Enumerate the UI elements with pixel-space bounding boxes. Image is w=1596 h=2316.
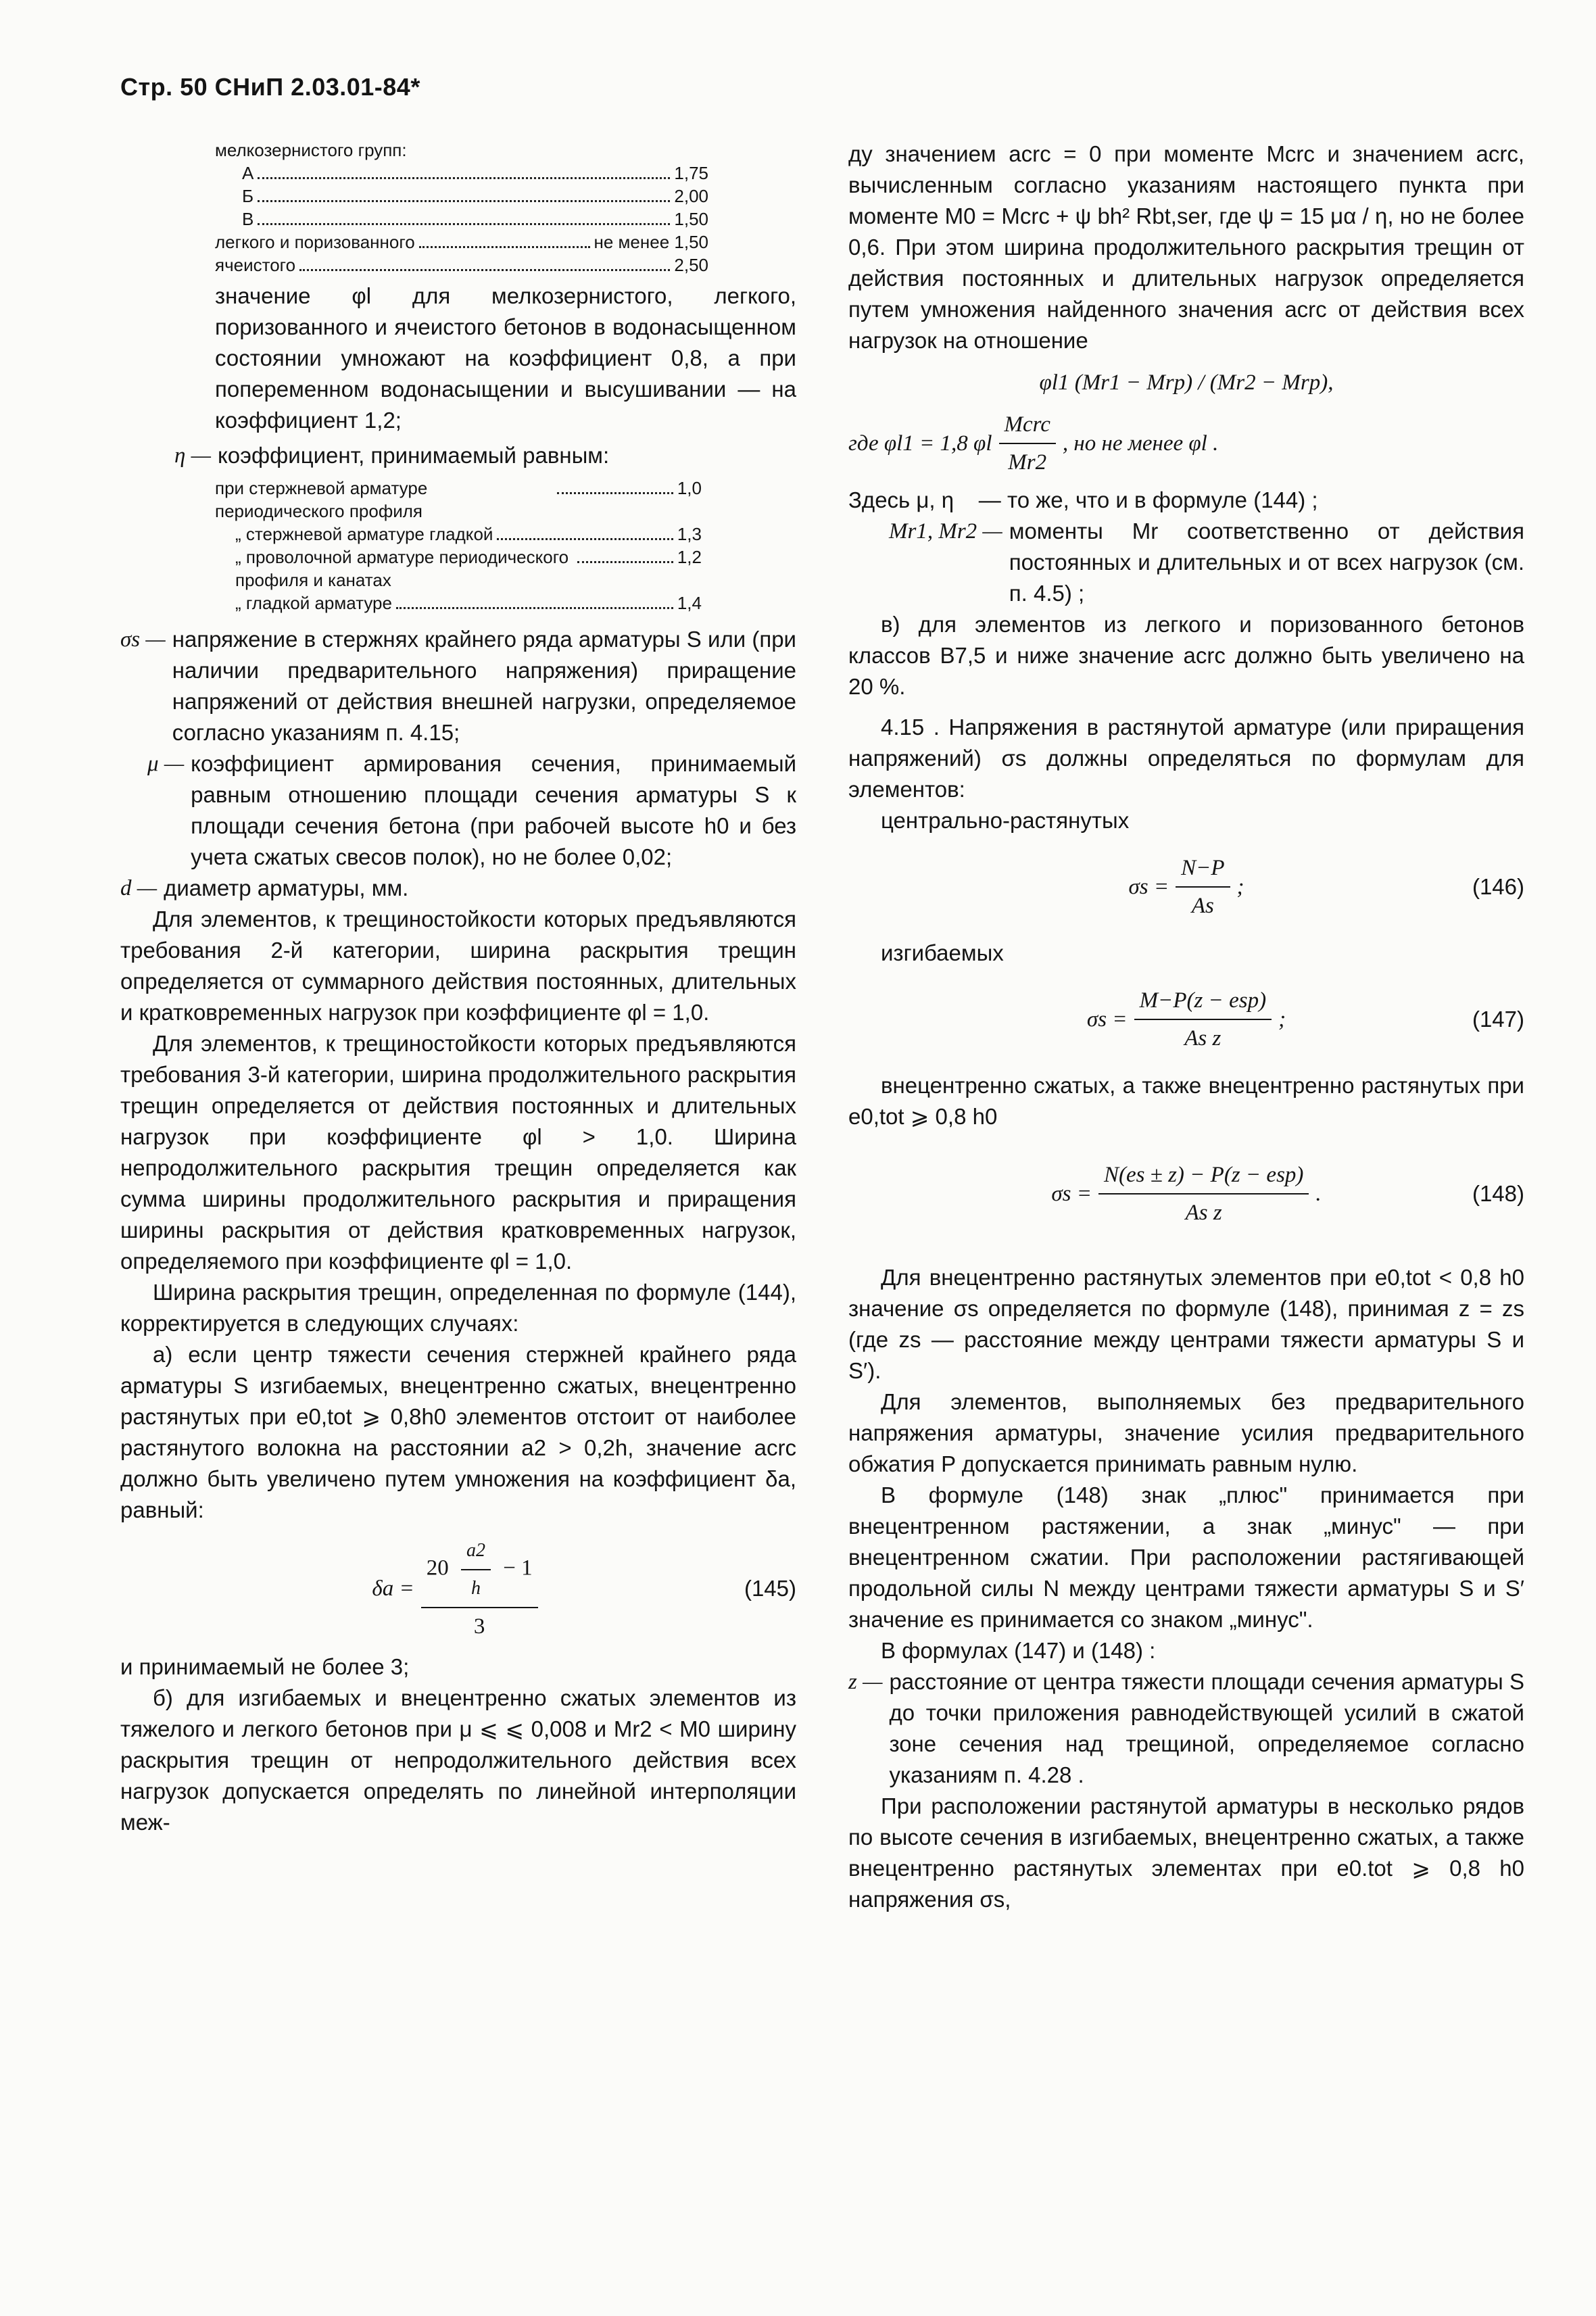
- subheading: центрально-растянутых: [881, 808, 1130, 833]
- eta-row: „ гладкой арматуре 1,4: [235, 593, 702, 613]
- coef-row: А 1,75: [242, 163, 708, 183]
- eta-definition: η — коэффициент, принимаемый равным:: [174, 443, 610, 468]
- paragraph: а) если центр тяжести сечения стержней крайнего ряда арматуры S изгибаемых, внецентренно сжатых, внецентренно растянутых при e0,tot ⩾ 0,8h0 элементов отстоит от наиболее растянутого волокна на расстоянии a2 > 0,2h, значение acrc должно быть увеличено путем умножения на коэффициент δa, равный:: [120, 1342, 796, 1522]
- z-definition: z — расстояние от центра тяжести площади сечения арматуры S до точки приложения равнодействующей усилий в сжатой зоне сечения над трещиной, определяемое согласно указаниям п. 4.28 .: [848, 1669, 1524, 1787]
- paragraph: и принимаемый не более 3;: [120, 1654, 410, 1679]
- eta-row: при стержневой арматуре периодического профиля 1,0: [215, 478, 702, 521]
- phi-note: значение φl для мелкозернистого, легкого, поризованного и ячеистого бетонов в водонасыщенном состоянии умножают на коэффициент 0,8, а при попеременном водонасыщении и высушивании — на коэффициент 1,2;: [215, 283, 796, 433]
- formula-148: σs = $\frac{\text{N(es ± z) − P(z − esp)}}{\text{As z}}$ . (148): [848, 1159, 1524, 1228]
- paragraph: внецентренно сжатых, а также внецентренно растянутых при e0,tot ⩾ 0,8 h0: [848, 1073, 1524, 1129]
- formula-147: σs = $\frac{\text{M−P(z − esp)}}{\text{As z}}$ ; (147): [848, 985, 1524, 1054]
- mu-definition: μ — коэффициент армирования сечения, принимаемый равным отношению площади сечения арматуры S к площади сечения бетона (при рабочей высоте h0 и без учета сжатых свесов полок), но не более 0,02;: [147, 751, 796, 869]
- coef-row: ячеистого 2,50: [215, 255, 708, 275]
- paragraph: б) для изгибаемых и внецентренно сжатых элементов из тяжелого и легкого бетонов при μ ⩽ ⩽ 0,008 и Mr2 < M0 ширину раскрытия трещин от непродолжительного действия всех нагрузок допускается определять по линейной интерполяции меж-: [120, 1685, 796, 1835]
- formula-number: (145): [744, 1576, 796, 1601]
- formula-146: σs = $\frac{N-P}{As}$ ; (146): [848, 852, 1524, 921]
- formula-145: δa = 20 $\frac{a2}{h}$ − 1 3 (145): [120, 1535, 796, 1642]
- paragraph: Для внецентренно растянутых элементов при e0,tot < 0,8 h0 значение σs определяется по формуле (148), принимая z = zs (где zs — расстояние между центрами тяжести арматуры S и S′).: [848, 1265, 1524, 1383]
- mr-definition: Mr1, Mr2 — моменты Mr соответственно от действия постоянных и длительных и от всех нагрузок (см. п. 4.5) ;: [889, 518, 1524, 606]
- paragraph: Для элементов, к трещиностойкости которых предъявляются требования 2-й категории, ширина раскрытия трещин определяется от суммарного действия постоянных, длительных и кратковременных нагрузок при коэффициенте φl = 1,0.: [120, 907, 796, 1025]
- paragraph: Ширина раскрытия трещин, определенная по формуле (144), корректируется в следующих случаях:: [120, 1280, 796, 1336]
- eta-row: „ стержневой арматуре гладкой 1,3: [235, 524, 702, 544]
- coef-row: В 1,50: [242, 209, 708, 229]
- section-4-15: 4.15 . Напряжения в растянутой арматуре (или приращения напряжений) σs должны определяться по формулам для элементов:: [848, 715, 1524, 802]
- here-line: Здесь μ, η — то же, что и в формуле (144) ;: [848, 487, 1318, 512]
- group-title: мелкозернистого групп:: [215, 140, 407, 160]
- paragraph: В формуле (148) знак „плюс" принимается при внецентренном растяжении, а знак „минус" — при внецентренном сжатии. При расположении растягивающей продольной силы N между центрами тяжести арматуры S и S′ значение es принимается со знаком „минус".: [848, 1482, 1524, 1632]
- paragraph: Для элементов, выполняемых без предварительного напряжения арматуры, значение усилия предварительного обжатия P допускается принимать равным нулю.: [848, 1389, 1524, 1476]
- sigma-definition: σs — напряжение в стержнях крайнего ряда арматуры S или (при наличии предварительного напряжения) приращение напряжений от действия внешней нагрузки, определяемое согласно указаниям п. 4.15;: [120, 627, 796, 745]
- formula-number: (146): [1472, 874, 1524, 899]
- paragraph: При расположении растянутой арматуры в несколько рядов по высоте сечения в изгибаемых, внецентренно сжатых, а также внецентренно растянутых элементах при e0.tot ⩾ 0,8 h0 напряжения σs,: [848, 1793, 1524, 1912]
- eta-list: [215, 477, 702, 614]
- paragraph: Для элементов, к трещиностойкости которых предъявляются требования 3-й категории, ширина продолжительного раскрытия трещин определяется от действия постоянных и длительных нагрузок при коэффициенте φl > 1,0. Ширина непродолжительного раскрытия трещин определяется как сумма ширины продолжительного раскрытия и приращения ширины раскрытия от действия кратковременных нагрузок, определяемого при коэффициенте φl = 1,0.: [120, 1031, 796, 1274]
- formula-number: (148): [1472, 1181, 1524, 1206]
- coef-list: [120, 162, 796, 276]
- right-column: [848, 139, 1524, 1915]
- subheading: изгибаемых: [881, 940, 1004, 965]
- eta-row: „ проволочной арматуре периодического профиля и канатах 1,2: [235, 547, 702, 590]
- page-header: Стр. 50 СНиП 2.03.01-84*: [120, 73, 420, 101]
- paragraph: ду значением acrc = 0 при моменте Mcrc и значением acrc, вычисленным согласно указаниям настоящего пункта при моменте M0 = Mcrc + ψ bh² Rbt,ser, где ψ = 15 μα / η, но не более 0,6. При этом ширина продолжительного раскрытия трещин от действия постоянных и длительных нагрузок определяется путем умножения найденного значения acrc от действия всех нагрузок на отношение: [848, 141, 1524, 353]
- formula-number: (147): [1472, 1007, 1524, 1032]
- paragraph: в) для элементов из легкого и поризованного бетонов классов В7,5 и ниже значение acrc должно быть увеличено на 20 %.: [848, 612, 1524, 699]
- left-column: [120, 139, 796, 1838]
- d-definition: d — диаметр арматуры, мм.: [120, 875, 409, 900]
- where-formula: где φl1 = 1,8 φl $\frac{\text{Mcrc}}{Mr2}$ , но не менее φl .: [848, 409, 1524, 478]
- paragraph: В формулах (147) и (148) :: [881, 1638, 1156, 1663]
- ratio-formula: φl1 (Mr1 − Mrp) / (Mr2 − Mrp),: [1039, 370, 1334, 395]
- coef-row: Б 2,00: [242, 186, 708, 206]
- coef-row: легкого и поризованного не менее 1,50: [215, 232, 708, 252]
